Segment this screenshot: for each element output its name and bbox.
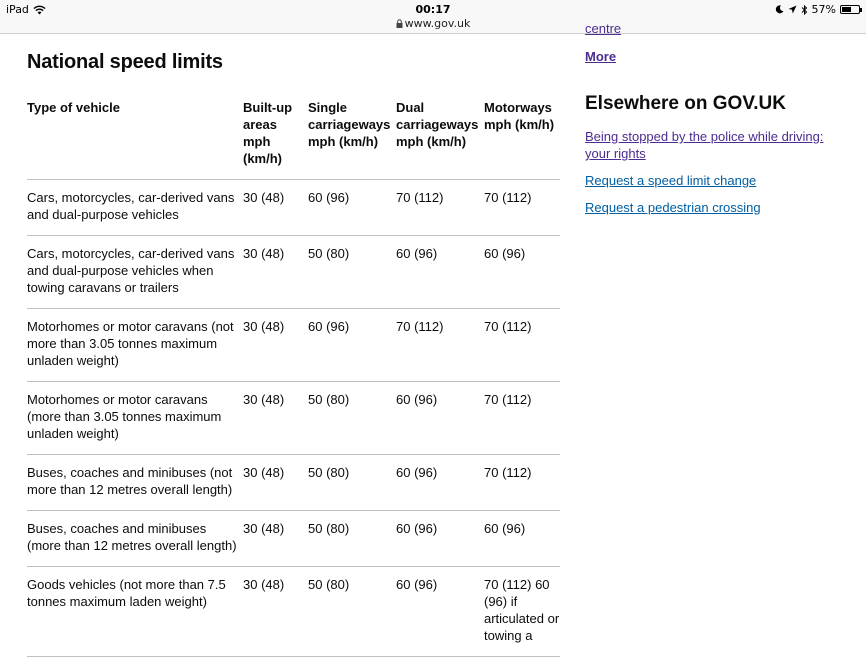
elsewhere-links bbox=[585, 128, 845, 226]
moon-icon bbox=[775, 5, 784, 14]
speed-cell: 70 (112) bbox=[484, 382, 560, 455]
partial-related-link[interactable]: centre bbox=[585, 21, 622, 36]
speed-cell: 30 (48) bbox=[243, 567, 308, 657]
table-row bbox=[27, 309, 560, 382]
table-row bbox=[27, 180, 560, 236]
vehicle-type-cell: Buses, coaches and minibuses (more than 12 metres overall length) bbox=[27, 511, 243, 567]
speed-cell: 70 (112) bbox=[484, 455, 560, 511]
table-row bbox=[27, 567, 560, 657]
speed-cell: 60 (96) bbox=[308, 309, 396, 382]
vehicle-type-cell: Cars, motorcycles, car-derived vans and dual-purpose vehicles when towing caravans or trailers bbox=[27, 236, 243, 309]
vehicle-type-cell: Buses, coaches and minibuses (not more than 12 metres overall length) bbox=[27, 455, 243, 511]
ios-status-bar bbox=[0, 0, 866, 34]
speed-cell: 60 (96) bbox=[396, 236, 484, 309]
header-vehicle-type: Type of vehicle bbox=[27, 99, 243, 180]
list-item bbox=[585, 199, 845, 216]
speed-cell: 30 (48) bbox=[243, 236, 308, 309]
speed-limit-change-link[interactable]: Request a speed limit change bbox=[585, 173, 757, 188]
speed-cell: 70 (112) bbox=[484, 309, 560, 382]
list-item bbox=[585, 128, 845, 162]
speed-cell: 50 (80) bbox=[308, 236, 396, 309]
police-stop-rights-link[interactable]: Being stopped by the police while driving: your rights bbox=[585, 129, 824, 161]
header-motorways: Motorways mph (km/h) bbox=[484, 99, 560, 180]
battery-icon bbox=[840, 5, 860, 14]
table-row bbox=[27, 455, 560, 511]
url-text: www.gov.uk bbox=[404, 17, 471, 30]
speed-cell: 50 (80) bbox=[308, 567, 396, 657]
speed-limits-table bbox=[27, 99, 560, 657]
vehicle-type-cell: Motorhomes or motor caravans (not more than 3.05 tonnes maximum unladen weight) bbox=[27, 309, 243, 382]
speed-cell: 30 (48) bbox=[243, 455, 308, 511]
vehicle-type-cell: Motorhomes or motor caravans (more than 3.05 tonnes maximum unladen weight) bbox=[27, 382, 243, 455]
header-single-carriageway: Single carriageways mph (km/h) bbox=[308, 99, 396, 180]
speed-cell: 50 (80) bbox=[308, 382, 396, 455]
header-dual-carriageway: Dual carriageways mph (km/h) bbox=[396, 99, 484, 180]
bluetooth-icon bbox=[801, 5, 808, 15]
elsewhere-heading: Elsewhere on GOV.UK bbox=[585, 93, 786, 114]
lock-icon bbox=[396, 19, 403, 28]
clock: 00:17 bbox=[415, 3, 451, 16]
speed-cell: 30 (48) bbox=[243, 180, 308, 236]
page-title: National speed limits bbox=[27, 51, 223, 73]
speed-cell: 70 (112) 60 (96) if articulated or towing a bbox=[484, 567, 560, 657]
speed-cell: 60 (96) bbox=[308, 180, 396, 236]
speed-cell: 70 (112) bbox=[396, 309, 484, 382]
status-right bbox=[775, 3, 860, 16]
header-built-up: Built-up areas mph (km/h) bbox=[243, 99, 308, 180]
speed-cell: 30 (48) bbox=[243, 309, 308, 382]
vehicle-type-cell: Goods vehicles (not more than 7.5 tonnes maximum laden weight) bbox=[27, 567, 243, 657]
table-row bbox=[27, 382, 560, 455]
list-item bbox=[585, 172, 845, 189]
speed-cell: 50 (80) bbox=[308, 511, 396, 567]
location-arrow-icon bbox=[788, 5, 797, 14]
battery-percent: 57% bbox=[811, 3, 836, 16]
more-link[interactable]: More bbox=[585, 49, 617, 64]
vehicle-type-cell: Cars, motorcycles, car-derived vans and dual-purpose vehicles bbox=[27, 180, 243, 236]
device-name: iPad bbox=[6, 3, 29, 16]
table-row bbox=[27, 511, 560, 567]
speed-cell: 60 (96) bbox=[396, 511, 484, 567]
speed-cell: 70 (112) bbox=[396, 180, 484, 236]
speed-cell: 60 (96) bbox=[484, 236, 560, 309]
speed-cell: 60 (96) bbox=[484, 511, 560, 567]
battery-fill bbox=[842, 7, 851, 12]
address-bar[interactable] bbox=[0, 17, 866, 30]
speed-cell: 50 (80) bbox=[308, 455, 396, 511]
speed-cell: 60 (96) bbox=[396, 567, 484, 657]
table-row bbox=[27, 236, 560, 309]
speed-cell: 70 (112) bbox=[484, 180, 560, 236]
pedestrian-crossing-link[interactable]: Request a pedestrian crossing bbox=[585, 200, 761, 215]
speed-cell: 60 (96) bbox=[396, 455, 484, 511]
speed-cell: 30 (48) bbox=[243, 382, 308, 455]
speed-cell: 60 (96) bbox=[396, 382, 484, 455]
speed-cell: 30 (48) bbox=[243, 511, 308, 567]
table-header-row bbox=[27, 99, 560, 180]
